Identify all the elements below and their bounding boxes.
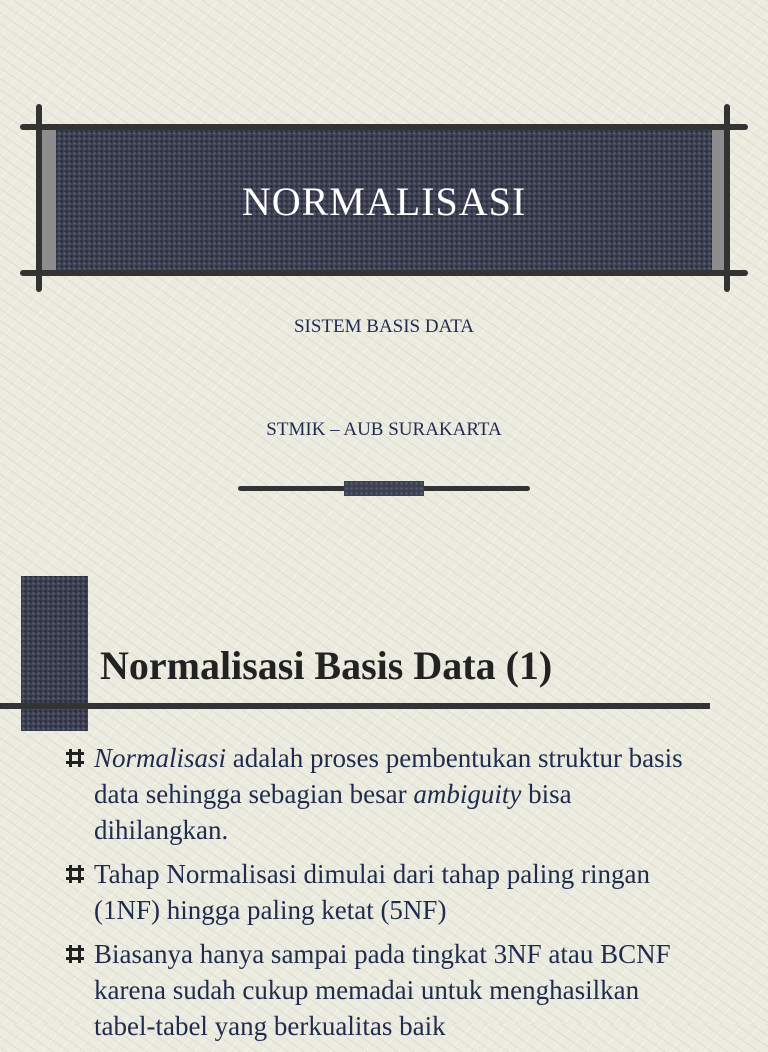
slide-title: NORMALISASI [241,179,527,224]
frame-bottom-line [20,270,748,276]
bullet-list [64,740,704,1052]
list-item [64,740,704,848]
divider-block [344,481,424,496]
term-normalisasi: Normalisasi [94,743,227,773]
hash-bullet-icon [64,747,86,769]
bullet-text: bisa dihilangkan. [94,779,572,845]
term-ambiguity: ambiguity [413,779,522,809]
list-item [64,856,704,928]
slide-subtitle: SISTEM BASIS DATA [293,316,475,337]
bullet-text: Biasanya hanya sampai pada tingkat 3NF atau BCNF karena sudah cukup memadai untuk menghasilkan tabel-tabel yang berkualitas baik [94,939,671,1041]
bullet-text: Tahap Normalisasi dimulai dari tahap paling ringan (1NF) hingga paling ketat (5NF) [94,859,650,925]
hash-bullet-icon [64,863,86,885]
frame-top-line [20,124,748,130]
heading-rule [0,703,710,709]
hash-bullet-icon [64,943,86,965]
slide-heading: Normalisasi Basis Data (1) [100,643,553,688]
bullet-text: adalah proses pembentukan struktur basis data sehingga sebagian besar [94,743,683,809]
content-slide [0,540,768,1041]
institution-name: STMIK – AUB SURAKARTA [266,419,502,440]
list-item [64,936,704,1044]
